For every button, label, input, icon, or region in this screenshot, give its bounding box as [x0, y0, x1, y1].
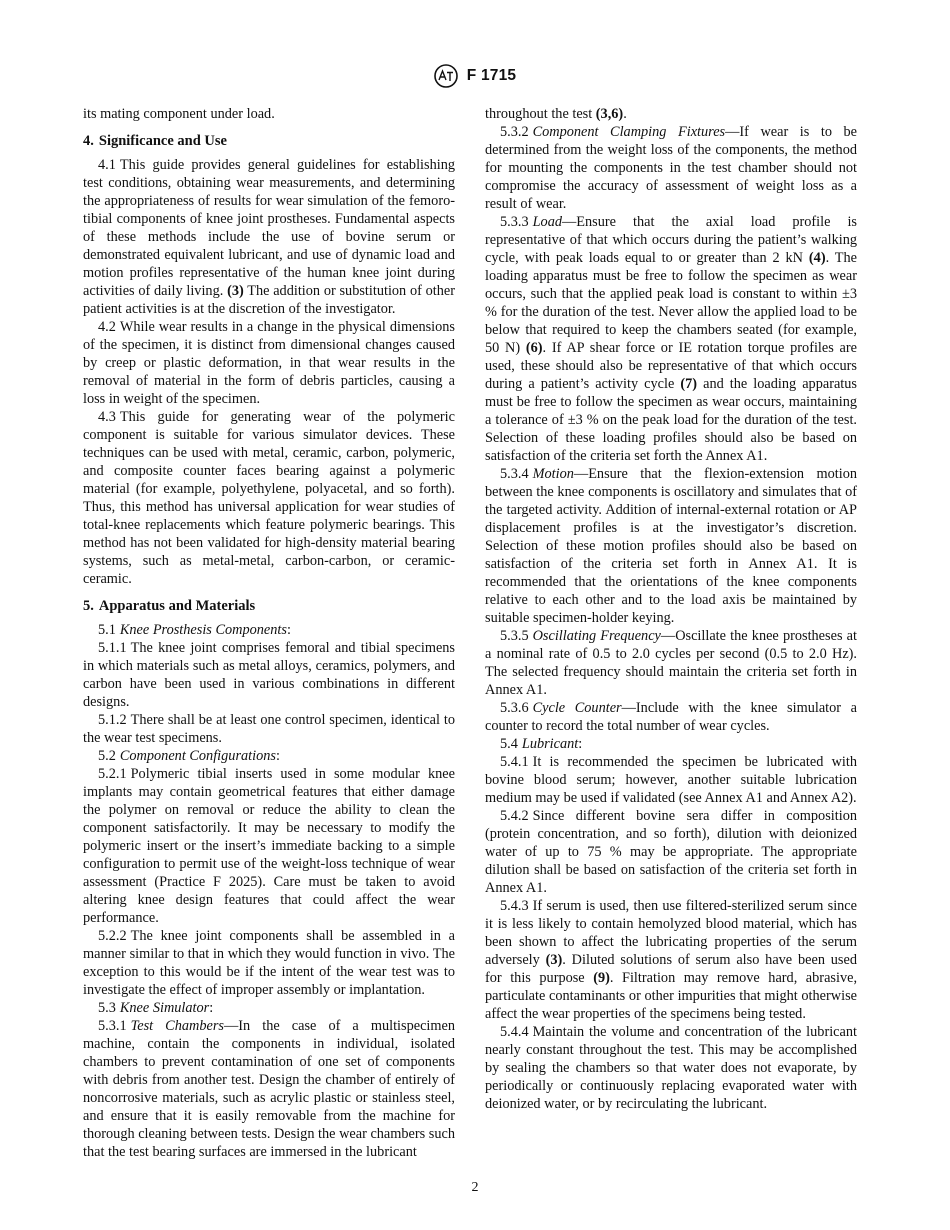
right-column — [485, 105, 857, 1113]
section-heading-4: 4. Significance and Use — [83, 133, 227, 149]
paragraph-5-2-1: 5.2.1 Polymeric tibial inserts used in some modular knee implants may contain geometrical features that either damage the polymer on removal or reduce the ability to clean the component satisfactorily. It may be necessary to modify the polymeric insert or the insert’s immediate backing to a simple configuration to permit use of the weight-loss technique of wear assessment (Practice F 2025). Care must be taken to avoid altering knee design features that could affect the wear performance. — [83, 766, 455, 926]
paragraph-5-3-1: 5.3.1 Test Chambers—In the case of a multispecimen machine, contain the components in individual, isolated chambers to prevent contamination of one set of components with debris from another test. Design the chamber of entirely of noncorrosive materials, such as acrylic plastic or stainless steel, and ensure that it is easily removable from the machine for thorough cleaning between tests. Design the wear chambers such that the test bearing surfaces are immersed in the lubricant — [83, 1018, 456, 1160]
continued-text: throughout the test (3,6). — [485, 106, 627, 122]
paragraph-5-3-4: 5.3.4 Motion—Ensure that the flexion-extension motion between the knee components is oscillatory and simulates that of the targeted activity. Addition of internal-external rotation or AP displacement profiles is at the investigator’s discretion. Selection of these motion profiles should also be based on satisfaction of the criteria set forth in Annex A1. It is recommended that the orientations of the knee components relative to each other and to the load axis be maintained by suitable specimen-holder keying. — [485, 466, 857, 626]
paragraph-4-3: 4.3 This guide for generating wear of the polymeric component is suitable for various simulator devices. These techniques can be used with metal, ceramic, carbon, polymeric, and composite counter faces bearing against a polymeric material (for example, polyethylene, polyacetal, and so forth). Thus, this method has universal application for wear studies of total-knee replacements which feature polymeric bearings. This method has not been validated for high-density material bearing systems, such as metal-metal, carbon-carbon, or ceramic-ceramic. — [83, 409, 455, 587]
section-heading-5: 5. Apparatus and Materials — [83, 598, 256, 614]
page-header — [0, 64, 950, 88]
paragraph-5-3-5: 5.3.5 Oscillating Frequency—Oscillate the knee prostheses at a nominal rate of 0.5 to 2.0 cycles per second (0.5 to 2.0 Hz). The selected frequency should maintain the criteria set forth in Annex A1. — [485, 628, 857, 698]
paragraph-5-1-2: 5.1.2 There shall be at least one control specimen, identical to the wear test specimens. — [83, 712, 455, 746]
paragraph-5-3: 5.3 Knee Simulator: — [98, 1000, 214, 1016]
paragraph-5-1-1: 5.1.1 The knee joint comprises femoral and tibial specimens in which materials such as metal alloys, ceramics, polymers, and carbon have been used in various combinations in different designs. — [83, 640, 455, 710]
left-column — [83, 105, 455, 1161]
paragraph-5-4-1: 5.4.1 It is recommended the specimen be lubricated with bovine blood serum; however, another suitable lubrication medium may be used if validated (see Annex A1 and Annex A2). — [485, 754, 857, 806]
paragraph-5-2-2: 5.2.2 The knee joint components shall be assembled in a manner similar to that in which they would function in vivo. The exception to this would be if the intent of the wear test was to investigate the effect of improper assembly or implantation. — [83, 928, 455, 998]
paragraph-5-4-3: 5.4.3 If serum is used, then use filtered-sterilized serum since it is less likely to contain hemolyzed blood material, which has been shown to affect the lubricating properties of the serum adversely (3). Diluted solutions of serum also have been used for this purpose (9). Filtration may remove hard, abrasive, particulate contaminants or other impurities that might otherwise affect the wear properties of the specimens being tested. — [485, 898, 858, 1022]
paragraph-5-3-2: 5.3.2 Component Clamping Fixtures—If wear is to be determined from the weight loss of the components, the method for mounting the components in the test chamber should not compromise the accuracy of assessment of weight loss as a result of wear. — [485, 124, 857, 212]
astm-logo-icon — [434, 64, 458, 88]
paragraph-5-4-2: 5.4.2 Since different bovine sera differ in composition (protein concentration, and so forth), dilution with deionized water of up to 75 % may be appropriate. The appropriate dilution shall be based on satisfaction of the criteria set forth in Annex A1. — [485, 808, 857, 896]
paragraph-5-1: 5.1 Knee Prosthesis Components: — [98, 622, 291, 638]
paragraph-5-4-4: 5.4.4 Maintain the volume and concentration of the lubricant nearly constant throughout the test. This may be accomplished by sealing the chambers so that water does not evaporate, by periodically or continuously replacing evaporated water with deionized water, or by recirculating the lubricant. — [485, 1024, 857, 1112]
standard-designation: F 1715 — [466, 67, 517, 84]
paragraph-5-4: 5.4 Lubricant: — [500, 736, 583, 752]
page-number: 2 — [471, 1180, 479, 1195]
paragraph-5-3-6: 5.3.6 Cycle Counter—Include with the knee simulator a counter to record the total number of wear cycles. — [485, 700, 857, 734]
paragraph-4-1: 4.1 This guide provides general guidelines for establishing test conditions, obtaining wear measurements, and determining the appropriateness of results for wear simulation of the femoro-tibial components of knee joint prostheses. Fundamental aspects of these methods include the use of bovine serum or demonstrated equivalent lubricant, and use of dynamic load and motion profiles representative of the human knee joint during activities of daily living. (3) The addition or substitution of other patient activities is at the discretion of the investigator. — [83, 157, 455, 317]
paragraph-5-3-3: 5.3.3 Load—Ensure that the axial load profile is representative of that which occurs during the patient’s walking cycle, with peak loads equal to or greater than 2 kN (4). The loading apparatus must be free to follow the specimen as wear occurs, such that the applied peak load is constant to within ±3 % for the duration of the test. Never allow the applied load to be below that required to keep the chambers seated (for example, 50 N) (6). If AP shear force or IE rotation torque profiles are used, these should also be representative of that which occurs during a patient’s activity cycle (7) and the loading apparatus must be free to follow the specimen as wear occurs, maintaining a tolerance of ±3 % on the peak load for the duration of the test. Selection of these loading profiles should also be based on satisfaction of the criteria set forth the Annex A1. — [485, 214, 858, 464]
continued-text: its mating component under load. — [83, 106, 275, 122]
paragraph-5-2: 5.2 Component Configurations: — [98, 748, 280, 764]
paragraph-4-2: 4.2 While wear results in a change in the physical dimensions of the specimen, it is distinct from dimensional changes caused by creep or plastic deformation, in that wear results in the removal of material in the form of debris particles, causing a loss in weight of the specimen. — [83, 319, 455, 407]
